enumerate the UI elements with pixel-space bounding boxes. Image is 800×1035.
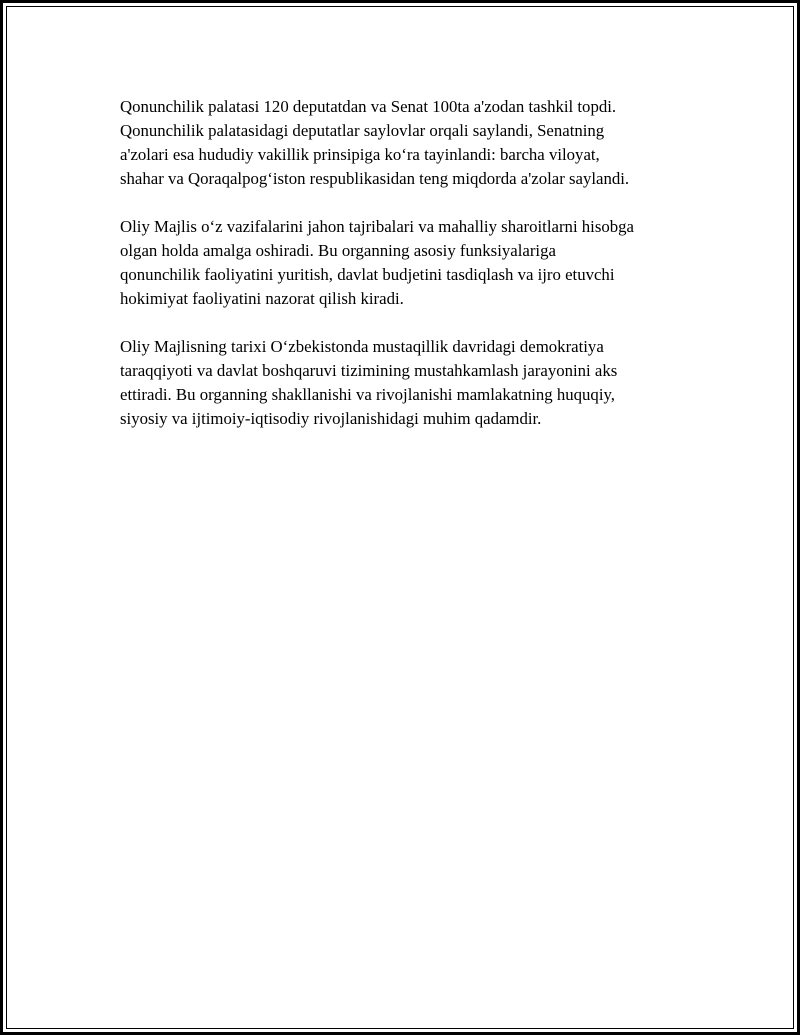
paragraph-line: Qonunchilik palatasidagi deputatlar saylovlar orqali saylandi, Senatning bbox=[120, 121, 605, 140]
paragraph-line: a'zolari esa hududiy vakillik prinsipiga ko‘ra tayinlandi: barcha viloyat, bbox=[120, 145, 600, 164]
paragraph-line: siyosiy va ijtimoiy-iqtisodiy rivojlanishidagi muhim qadamdir. bbox=[120, 409, 542, 428]
paragraph-line: ettiradi. Bu organning shakllanishi va rivojlanishi mamlakatning huquqiy, bbox=[120, 385, 615, 404]
paragraph-line: qonunchilik faoliyatini yuritish, davlat budjetini tasdiqlash va ijro etuvchi bbox=[120, 265, 615, 284]
paragraph-line: Oliy Majlisning tarixi O‘zbekistonda mustaqillik davridagi demokratiya bbox=[120, 337, 604, 356]
paragraph-line: olgan holda amalga oshiradi. Bu organning asosiy funksiyalariga bbox=[120, 241, 556, 260]
paragraph-line: Qonunchilik palatasi 120 deputatdan va Senat 100ta a'zodan tashkil topdi. bbox=[120, 97, 617, 116]
paragraph-line: Oliy Majlis o‘z vazifalarini jahon tajribalari va mahalliy sharoitlarni hisobga bbox=[120, 217, 634, 236]
paragraph-line: shahar va Qoraqalpog‘iston respublikasidan teng miqdorda a'zolar saylandi. bbox=[120, 169, 630, 188]
paragraph-line: hokimiyat faoliyatini nazorat qilish kiradi. bbox=[120, 289, 404, 308]
paragraph-line: taraqqiyoti va davlat boshqaruvi tizimining mustahkamlash jarayonini aks bbox=[120, 361, 618, 380]
